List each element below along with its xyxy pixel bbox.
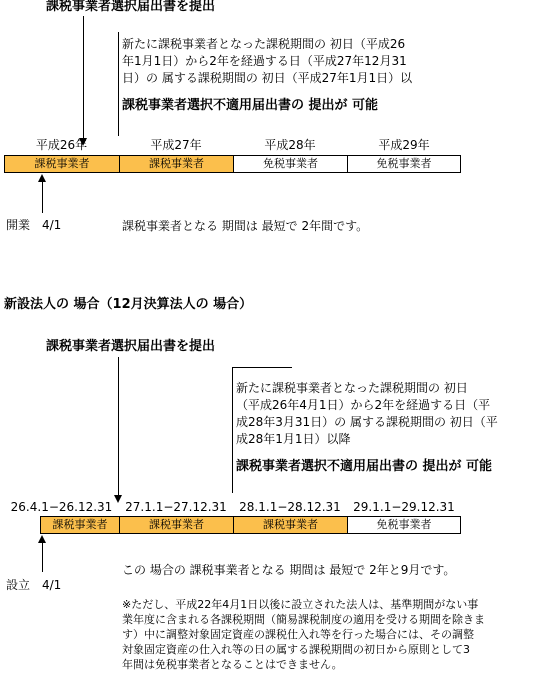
diagram2-note-bracket bbox=[232, 367, 233, 493]
diagram2-period-label-2: 27.1.1−27.12.31 bbox=[125, 500, 227, 514]
diagram1-title: 課税事業者選択届出書を提出 bbox=[46, 0, 216, 14]
diagram2-note-line-4: 成28年1月1日）以降 bbox=[236, 432, 351, 446]
diagram2-period-label-3: 28.1.1−28.12.31 bbox=[239, 500, 341, 514]
diagram1-note-bracket bbox=[118, 32, 119, 136]
diagram2-start-label: 設立 4/1 bbox=[6, 578, 62, 592]
diagram1-start-label: 開業 4/1 bbox=[6, 218, 62, 232]
diagram1-period-3: 免税事業者 bbox=[234, 156, 348, 172]
diagram2-footnote: ※ただし、平成22年4月1日以後に設立された法人は、基準期間がない事 業年度に含まれる各課税期間（簡易課税制度の適用を受ける期間を除きま す）中に調整対象固定資産の課税仕入れ等を行った場合には、その調整 対象固定資産の仕入れ等の日の属する課税期間の初日から原則として3 年間は免税事業者となることはできません。 bbox=[122, 598, 485, 671]
diagram2-timeline-bar bbox=[40, 516, 461, 534]
diagram2-start-arrow-line bbox=[42, 542, 43, 572]
diagram1-note bbox=[122, 36, 452, 88]
diagram1-year-1: 平成26年 bbox=[35, 138, 88, 152]
diagram2-note-emphasis: 課税事業者選択不適用届出書の 提出が 可能 bbox=[236, 459, 493, 474]
diagram2-period-2: 課税事業者 bbox=[120, 517, 234, 533]
diagram1-year-4: 平成29年 bbox=[378, 138, 430, 152]
diagram2-note bbox=[236, 380, 536, 448]
diagram2-period-4: 免税事業者 bbox=[348, 517, 460, 533]
diagram1-year-3: 平成28年 bbox=[264, 138, 316, 152]
diagram2-period-label-1: 26.4.1−26.12.31 bbox=[10, 500, 113, 514]
diagram1-note-emphasis: 課税事業者選択不適用届出書の 提出が 可能 bbox=[122, 98, 379, 113]
diagram2-submit-arrow-line bbox=[118, 357, 119, 497]
diagram2-note-line-2: （平成26年4月1日）から2年を経過する日（平 bbox=[236, 398, 491, 412]
diagram2-period-3: 課税事業者 bbox=[234, 517, 348, 533]
diagram1-note-line-1: 新たに課税事業者となった課税期間の 初日（平成26 bbox=[122, 37, 406, 51]
diagram2-note-bracket-top bbox=[232, 367, 292, 368]
diagram1-timeline-bar bbox=[4, 155, 461, 173]
diagram1-period-4: 免税事業者 bbox=[348, 156, 460, 172]
diagram2-period-label-4: 29.1.1−29.12.31 bbox=[353, 500, 455, 514]
diagram2-period-1: 課税事業者 bbox=[41, 517, 120, 533]
section2-title: 新設法人の 場合（12月決算法人の 場合） bbox=[4, 297, 253, 312]
diagram1-period-2: 課税事業者 bbox=[120, 156, 234, 172]
diagram2-note-line-3: 成28年3月31日）の 属する課税期間の 初日（平 bbox=[236, 415, 498, 429]
diagram1-submit-arrow-line bbox=[83, 16, 84, 140]
diagram1-start-arrow-line bbox=[42, 181, 43, 213]
diagram2-title: 課税事業者選択届出書を提出 bbox=[46, 339, 216, 354]
diagram2-note-line-1: 新たに課税事業者となった課税期間の 初日 bbox=[236, 381, 468, 395]
diagram1-note-line-3: 日）の 属する課税期間の 初日（平成27年1月1日）以 bbox=[122, 71, 413, 85]
diagram1-summary: 課税事業者となる 期間は 最短で 2年間です。 bbox=[122, 219, 369, 233]
diagram1-note-line-2: 年1月1日）から2年を経過する日（平成27年12月31 bbox=[122, 54, 407, 68]
diagram1-year-2: 平成27年 bbox=[150, 138, 202, 152]
diagram1-period-1: 課税事業者 bbox=[5, 156, 120, 172]
diagram2-summary: この 場合の 課税事業者となる 期間は 最短で 2年と9月です。 bbox=[122, 563, 456, 577]
